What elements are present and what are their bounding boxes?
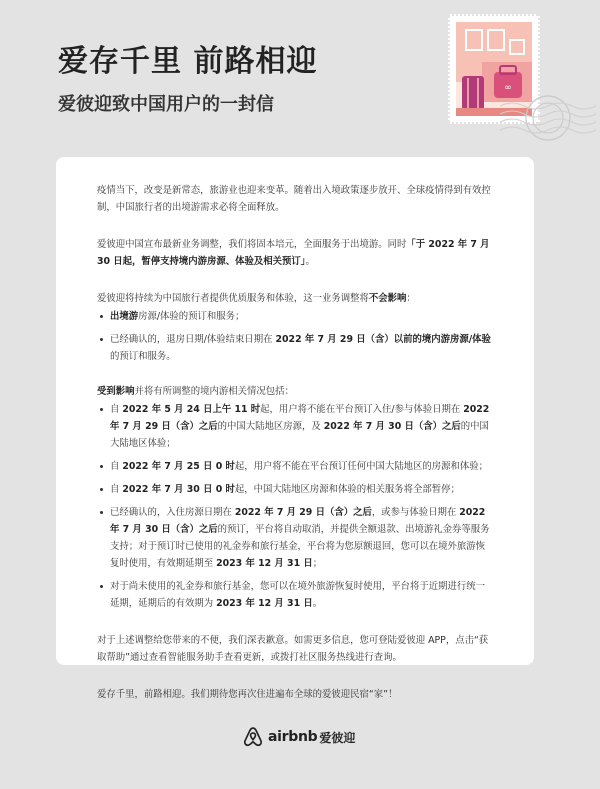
list-item: 出境游房源/体验的预订和服务； <box>97 308 493 325</box>
list-item: 自 2022 年 5 月 24 日上午 11 时起，用户将不能在平台预订入住/参与体验日期在 2022 年 7 月 29 日（含）之后的中国大陆地区房源，及 2022 年 7 月 30 日（含）之后的中国大陆地区体验； <box>97 401 493 452</box>
letter-paragraph-announcement: 爱彼迎中国宣布最新业务调整，我们将固本培元，全面服务于出境游。同时「于 2022 年 7 月 30 日起，暂停支持境内游房源、体验及相关预订」。 <box>97 239 490 267</box>
svg-text:∞: ∞ <box>504 83 512 93</box>
page-title: 爱存千里 前路相迎 <box>58 44 318 79</box>
list-item: 自 2022 年 7 月 30 日 0 时起，中国大陆地区房源和体验的相关服务将全部暂停； <box>97 481 493 498</box>
list-item: 已经确认的，入住房源日期在 2022 年 7 月 29 日（含）之后，或参与体验日期在 2022 年 7 月 30 日（含）之后的预订，平台将自动取消，并提供全额退款、出境游礼金券等服务支持；对于预订时已使用的礼金券和旅行基金，平台将为您原额退回，您可以在境外旅游恢复时使用，有效期延期至 2023 年 12 月 31 日； <box>97 504 493 572</box>
list-item: 自 2022 年 7 月 25 日 0 时起，用户将不能在平台预订任何中国大陆地区的房源和体验； <box>97 458 493 475</box>
letter-paragraph-closing: 爱存千里，前路相迎。我们期待您再次住进遍布全球的爱彼迎民宿“家”！ <box>97 689 398 700</box>
brand-name: airbnb <box>268 729 318 745</box>
brand-name-cn: 爱彼迎 <box>319 730 356 745</box>
letter-paragraph-affected: 受到影响并将有所调整的境内游相关情况包括： <box>97 386 294 397</box>
affected-list <box>97 401 493 612</box>
letter-paragraph-apology: 对于上述调整给您带来的不便，我们深表歉意。如需更多信息，您可登陆爱彼迎 APP，点击“获取帮助”通过查看智能服务助手查看更新，或拨打社区服务热线进行查询。 <box>97 635 489 663</box>
letter-card <box>56 157 534 700</box>
footer-brand <box>242 724 355 750</box>
page-subtitle: 爱彼迎致中国用户的一封信 <box>58 94 274 115</box>
list-item: 已经确认的，退房日期/体验结束日期在 2022 年 7 月 29 日（含）以前的境内游房源/体验的预订和服务。 <box>97 331 493 365</box>
letter-paragraph-unaffected: 爱彼迎将持续为中国旅行者提供优质服务和体验，这一业务调整将不会影响： <box>97 293 416 304</box>
letter-paragraph-intro: 疫情当下，改变是新常态，旅游业也迎来变革。随着出入境政策逐步放开、全球疫情得到有效控制，中国旅行者的出境游需求必将全面释放。 <box>97 185 491 213</box>
airbnb-logo-icon <box>242 726 264 748</box>
list-item: 对于尚未使用的礼金券和旅行基金，您可以在境外旅游恢复时使用，平台将于近期进行统一延期，延期后的有效期为 2023 年 12 月 31 日。 <box>97 578 493 612</box>
unaffected-list <box>97 308 493 365</box>
postmark-decoration <box>500 88 596 148</box>
